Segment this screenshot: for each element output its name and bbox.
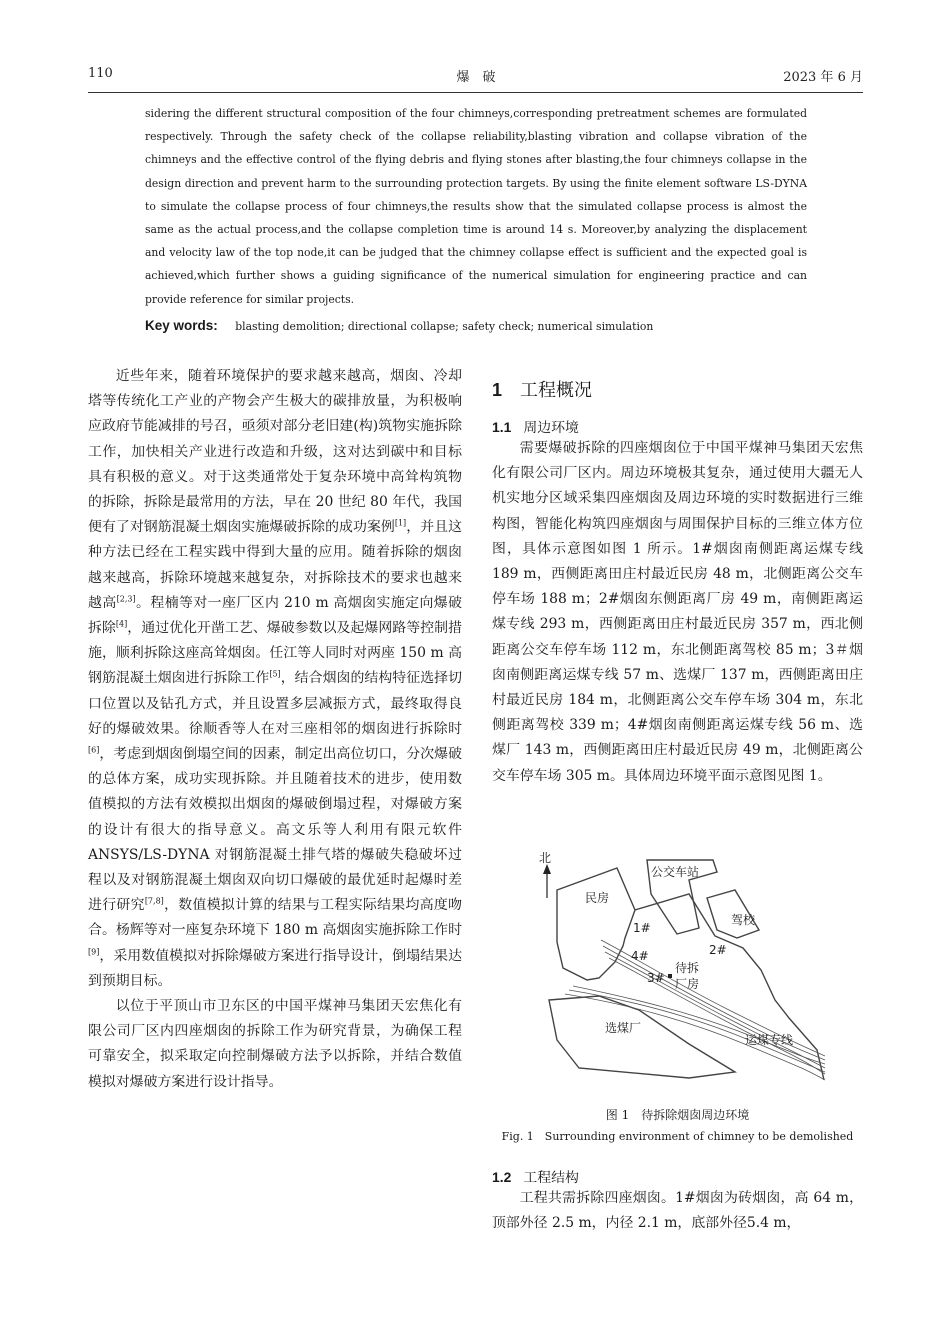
section-1-2-heading: 1.2 工程结构 xyxy=(492,1169,579,1185)
section-1-1-heading: 1.1 周边环境 xyxy=(492,419,579,435)
chimney-2-label: 2# xyxy=(709,943,727,957)
railway-label: 运煤专线 xyxy=(745,1033,794,1047)
coal-plant-label: 选煤厂 xyxy=(605,1021,642,1035)
section-1-1-paragraph: 需要爆破拆除的四座烟囱位于中国平煤神马集团天宏焦化有限公司厂区内。周边环境极其复杂，通过使用大疆无人机实地分区域采集四座烟囱及周边环境的实时数据进行三维构图，智能化构筑四座烟囱与周围保护目标的三维立体方位图，具体示意图如图 1 所示。1#烟囱南侧距离运煤专线 189 m，西侧距离田庄村最近民房 48 m，北侧距离公交车停车场 188 m；2#烟囱东侧距离厂房 49 m，南侧距离运煤专线 293 m，西侧距离田庄村最近民房 357 m，西北侧距离公交车停车场 112 m，东北侧距离驾校 85 m；3＃烟囱南侧距离运煤专线 57 m、选煤厂 137 m，西侧距离田庄村最近民房 184 m，北侧距离公交车停车场 304 m，东北侧距离驾校 339 m；4#烟囱南侧距离运煤专线 56 m、选煤厂 143 m，西侧距离田庄村最近民房 49 m，北侧距离公交车停车场 305 m。具体周边环境平面示意图见图 1。 xyxy=(492,440,863,784)
issue-date: 2023 年 6 月 xyxy=(783,70,863,85)
keywords-text: blasting demolition; directional collapse; safety check; numerical simulation xyxy=(235,320,654,333)
keywords xyxy=(145,318,807,333)
bus-station-label: 公交车站 xyxy=(651,865,700,879)
intro-paragraph-1: 近些年来，随着环境保护的要求越来越高，烟囱、冷却塔等传统化工产业的产物会产生极大的碳排放量，为积极响应政府节能减排的号召，亟须对部分老旧建(构)筑物实施拆除工作，加快相关产业进行改造和升级，这对达到碳中和目标具有积极的意义。对于这类通常处于复杂环境中高耸构筑物的拆除，拆除是最常用的方法，早在 20 世纪 80 年代，我国便有了对钢筋混凝土烟囱实施爆破拆除的成功案例[1]，并且这种方法已经在工程实践中得到大量的应用。随着拆除的烟囱越来越高，拆除环境越来越复杂，对拆除技术的要求也越来越高[2,3]。程楠等对一座厂区内 210 m 高烟囱实施定向爆破拆除[4]，通过优化开凿工艺、爆破参数以及起爆网路等控制措施，顺利拆除这座高耸烟囱。任江等人同时对两座 150 m 高钢筋混凝土烟囱进行拆除工作[5]，结合烟囱的结构特征选择切口位置以及钻孔方式，并且设置多层减振方式，最终取得良好的爆破效果。徐顺香等人在对三座相邻的烟囱进行拆除时[6]，考虑到烟囱倒塌空间的因素，制定出高位切口，分次爆破的总体方案，成功实现拆除。并且随着技术的进步，使用数值模拟的方法有效模拟出烟囱的爆破倒塌过程，对爆破方案的设计有很大的指导意义。高文乐等人利用有限元软件 ANSYS/LS-DYNA 对钢筋混凝土排气塔的爆破失稳破坏过程以及对钢筋混凝土烟囱双向切口爆破的最优延时起爆时差进行研究[7,8]，数值模拟计算的结果与工程实际结果均高度吻合。杨辉等对一座复杂环境下 180 m 高烟囱实施拆除工作时[9]，采用数值模拟对拆除爆破方案进行指导设计，倒塌结果达到预期目标。 xyxy=(88,368,462,989)
figure-1-map xyxy=(539,850,827,1090)
section-1-heading: 1 工程概况 xyxy=(492,380,593,400)
chimney-3-label: 3# xyxy=(647,971,665,985)
page-number: 110 xyxy=(88,66,113,81)
abstract-text: sidering the different structural composition of the four chimneys,corresponding pretreatment schemes are formulated respectively. Through the safety check of the collapse reliability,blasting vibration and collapse vibration of the chimneys and the effective control of the flying debris and flying stones after blasting,the four chimneys collapse in the design direction and prevent harm to the surrounding protection targets. By using the finite element software LS-DYNA to simulate the collapse process of four chimneys,the results show that the simulated collapse process is almost the same as the actual process,and the collapse completion time is around 14 s. Moreover,by analyzing the displacement and velocity law of the top node,it can be judged that the chimney collapse effect is sufficient and the expected goal is achieved,which further shows a guiding significance of the numerical simulation for engineering practice and can provide reference for similar projects. xyxy=(145,107,807,306)
plant-label-line2: 厂房 xyxy=(675,977,700,991)
plant-label-line1: 待拆 xyxy=(675,961,700,975)
journal-name: 爆 破 xyxy=(456,70,496,85)
ref-4: [4] xyxy=(115,619,128,629)
keywords-label: Key words: xyxy=(145,318,218,333)
houses-area xyxy=(557,868,635,980)
chimney-1-label: 1# xyxy=(633,921,651,935)
coal-plant-area xyxy=(549,996,735,1078)
figure-1-caption-en: Fig. 1 Surrounding environment of chimney to be demolished xyxy=(501,1130,854,1143)
north-label: 北 xyxy=(539,851,552,865)
left-column xyxy=(88,364,462,1095)
houses-label: 民房 xyxy=(585,891,610,905)
north-arrow-head xyxy=(543,864,551,874)
ref-5: [5] xyxy=(269,669,281,679)
header-rule xyxy=(88,92,863,93)
ref-9: [9] xyxy=(88,947,100,957)
ref-2-3: [2,3] xyxy=(116,594,136,604)
ref-1: [1] xyxy=(394,518,407,528)
section-1-2-paragraph: 工程共需拆除四座烟囱。1#烟囱为砖烟囱，高 64 m，顶部外径 2.5 m，内径 2.1 m，底部外径5.4 m， xyxy=(492,1190,863,1232)
chimney-3-marker xyxy=(668,974,672,978)
driving-school-label: 驾校 xyxy=(731,913,756,927)
ref-6: [6] xyxy=(88,745,100,755)
intro-paragraph-2: 以位于平顶山市卫东区的中国平煤神马集团天宏焦化有限公司厂区内四座烟囱的拆除工作为研究背景，为确保工程可靠安全，拟采取定向控制爆破方法予以拆除，并结合数值模拟对爆破方案进行设计指导。 xyxy=(88,998,462,1090)
figure-1-caption-cn: 图 1 待拆除烟囱周边环境 xyxy=(605,1108,750,1122)
chimney-4-label: 4# xyxy=(631,949,649,963)
ref-7-8: [7,8] xyxy=(144,896,164,906)
